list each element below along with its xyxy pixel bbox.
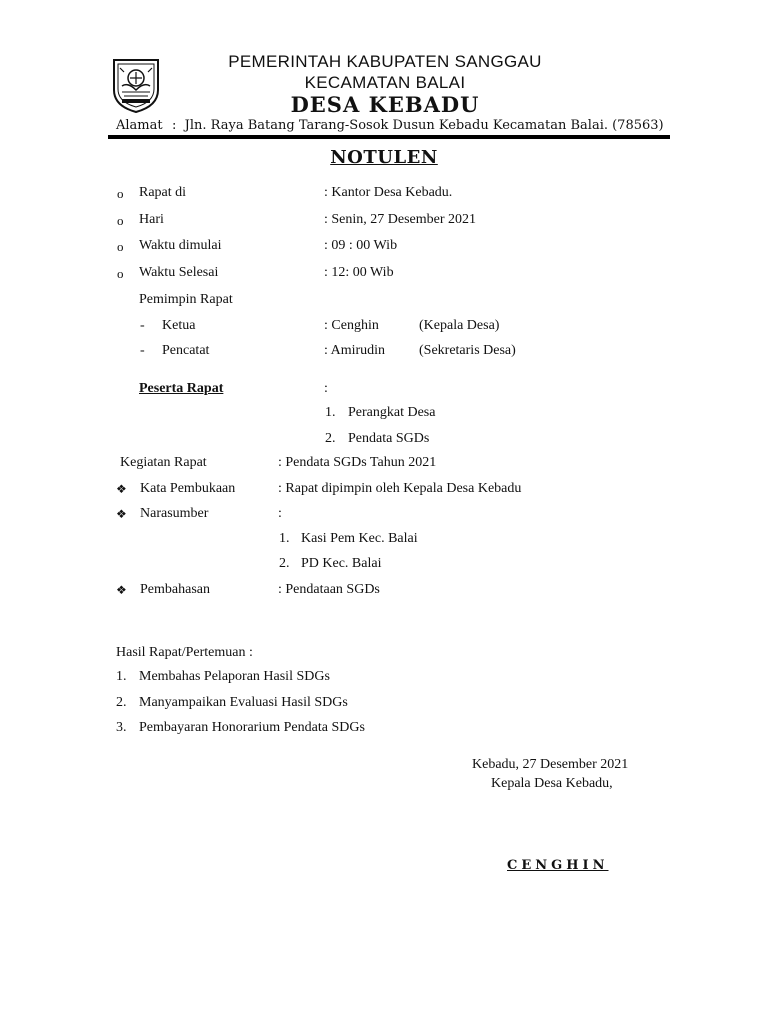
list-bullet: o (117, 213, 124, 228)
rapat-label: Rapat di (139, 185, 187, 200)
hari-value: : Senin, 27 Desember 2021 (324, 212, 477, 227)
letterhead-government: PEMERINTAH KABUPATEN SANGGAU (228, 52, 542, 71)
hari-label: Hari (139, 212, 164, 227)
pembahasan-label: Pembahasan (140, 582, 210, 597)
letterhead-village: DESA KEBADU (290, 92, 480, 117)
hasil-item: Membahas Pelaporan Hasil SDGs (139, 669, 330, 684)
pembukaan-value: : Rapat dipimpin oleh Kepala Desa Kebadu (278, 481, 522, 496)
diamond-bullet-icon: ❖ (116, 583, 127, 597)
list-number: 1. (325, 405, 336, 420)
list-bullet: o (117, 266, 124, 281)
kegiatan-value: : Pendata SGDs Tahun 2021 (278, 455, 437, 470)
peserta-colon: : (324, 381, 328, 396)
narasumber-item: PD Kec. Balai (301, 556, 382, 571)
hasil-item: Manyampaikan Evaluasi Hasil SDGs (139, 695, 348, 710)
kegiatan-label: Kegiatan Rapat (120, 455, 207, 470)
pemimpin-heading: Pemimpin Rapat (139, 292, 233, 307)
narasumber-colon: : (278, 506, 282, 521)
hasil-heading: Hasil Rapat/Pertemuan : (116, 645, 253, 660)
pencatat-role: (Sekretaris Desa) (419, 343, 516, 358)
narasumber-item: Kasi Pem Kec. Balai (301, 531, 418, 546)
hasil-item: Pembayaran Honorarium Pendata SDGs (139, 720, 365, 735)
pencatat-value: : Amirudin (324, 343, 386, 358)
list-dash: - (140, 343, 145, 358)
letterhead-divider (108, 135, 670, 139)
list-number: 2. (325, 431, 336, 446)
peserta-heading: Peserta Rapat (139, 381, 224, 396)
signatory-name: CENGHIN (507, 858, 609, 873)
document-title: NOTULEN (330, 147, 438, 168)
ketua-label: Ketua (162, 318, 196, 333)
list-bullet: o (117, 239, 124, 254)
list-dash: - (140, 318, 145, 333)
rapat-value: : Kantor Desa Kebadu. (324, 185, 453, 200)
peserta-item: Perangkat Desa (348, 405, 436, 420)
start-time-label: Waktu dimulai (139, 238, 222, 253)
list-number: 2. (116, 695, 127, 710)
list-number: 1. (116, 669, 127, 684)
address-text: Jln. Raya Batang Tarang-Sosok Dusun Kebadu Kecamatan Balai. (78563) (184, 118, 664, 133)
list-number: 2. (279, 556, 290, 571)
ketua-role: (Kepala Desa) (419, 318, 500, 333)
signature-place-date: Kebadu, 27 Desember 2021 (472, 757, 629, 772)
end-time-value: : 12: 00 Wib (324, 265, 394, 280)
ketua-value: : Cenghin (324, 318, 379, 333)
letterhead-address (116, 118, 664, 133)
pembukaan-label: Kata Pembukaan (140, 481, 236, 496)
peserta-item: Pendata SGDs (348, 431, 430, 446)
pencatat-label: Pencatat (162, 343, 210, 358)
narasumber-label: Narasumber (140, 506, 209, 521)
list-bullet: o (117, 186, 124, 201)
letterhead-district: KECAMATAN BALAI (304, 73, 466, 92)
start-time-value: : 09 : 00 Wib (324, 238, 398, 253)
end-time-label: Waktu Selesai (139, 265, 219, 280)
signature-position: Kepala Desa Kebadu, (491, 776, 613, 791)
list-number: 3. (116, 720, 127, 735)
diamond-bullet-icon: ❖ (116, 507, 127, 521)
address-label: Alamat (116, 118, 163, 133)
diamond-bullet-icon: ❖ (116, 482, 127, 496)
list-number: 1. (279, 531, 290, 546)
address-separator: : (172, 118, 177, 133)
regency-emblem-logo (108, 56, 164, 114)
pembahasan-value: : Pendataan SGDs (278, 582, 380, 597)
